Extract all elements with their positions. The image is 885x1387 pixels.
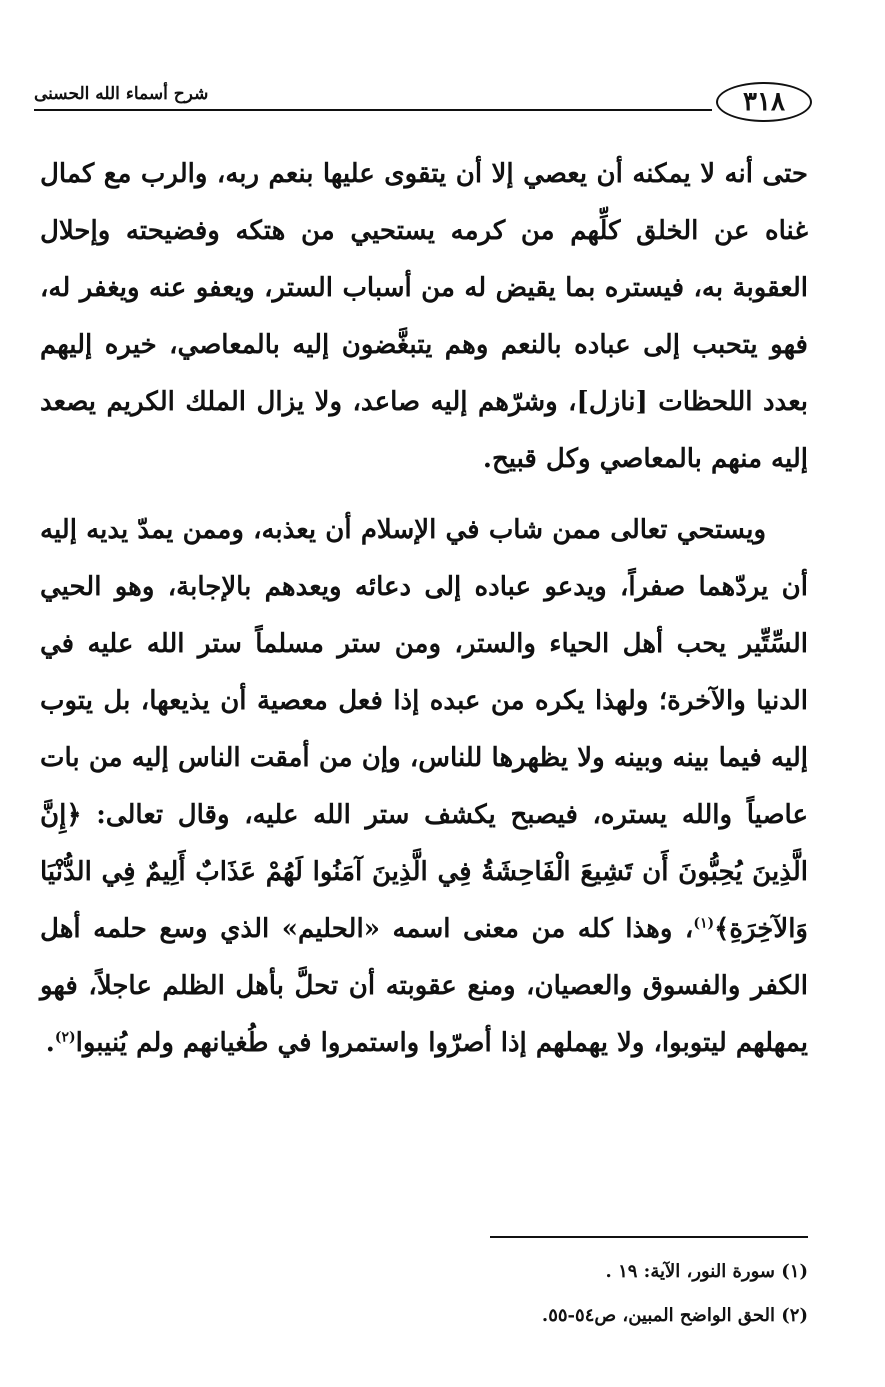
footnote-1: (١) سورة النور، الآية: ١٩ . [605,1261,808,1282]
paragraph-2-continuation: ، وهذا كله من معنى اسمه «الحليم» الذي وسع حلمه أهل الكفر والفسوق والعصيان، ومنع عقوبته أن تحلَّ بأهل الظلم عاجلاً، فهو يمهلهم ليتوبوا، ولا يهملهم إذا أصرّوا واستمروا في طُغيانهم ولم يُنيبوا [40,914,808,1058]
paragraph-1: حتى أنه لا يمكنه أن يعصي إلا أن يتقوى عليها بنعم ربه، والرب مع كمال غناه عن الخلق كلِّهم من كرمه يستحيي من هتكه وفضيحته وإحلال العقوبة به، فيستره بما يقيض له من أسباب الستر، ويعفو عنه ويغفر له، فهو يتحبب إلى عباده بالنعم وهم يتبغَّضون إليه بالمعاصي، خيره إليهم بعدد اللحظات [نازل]، وشرّهم إليه صاعد، ولا يزال الملك الكريم يصعد إليه منهم بالمعاصي وكل قبيح. [40,159,808,474]
paragraph-2 [40,502,808,1072]
footnote-separator [490,1236,808,1238]
page-number-oval [716,82,812,122]
page-number: ٣١٨ [743,87,785,117]
main-text [40,146,808,1072]
paragraph-2-end: . [45,1028,55,1058]
running-title: شرح أسماء الله الحسنى [34,84,209,104]
footnotes [340,1250,808,1338]
footnote-ref-1: (١) [693,915,715,932]
paragraph-2-text: ويستحي تعالى ممن شاب في الإسلام أن يعذبه، وممن يمدّ يديه إليه أن يردّهما صفراً، ويدعو عباده إلى دعائه ويعدهم بالإجابة، وهو الحيي السِّتِّير يحب أهل الحياء والستر، ومن ستر مسلماً ستر الله عليه في الدنيا والآخرة؛ ولهذا يكره من عبده إذا فعل معصية أن يذيعها، بل يتوب إليه فيما بينه وبينه ولا يظهرها للناس، وإن من أمقت الناس إليه من بات عاصياً والله يستره، فيصبح يكشف ستر الله عليه، وقال تعالى: [40,515,808,830]
header-rule [34,109,712,111]
page-header [34,82,812,120]
footnote-2: (٢) الحق الواضح المبين، ص٥٤-٥٥. [541,1305,808,1326]
quran-verse: ﴿إِنَّ الَّذِينَ يُحِبُّونَ أَن تَشِيعَ الْفَاحِشَةُ فِي الَّذِينَ آمَنُوا لَهُمْ عَذَابٌ أَلِيمٌ فِي الدُّنْيَا وَالآخِرَةِ﴾ [40,800,808,944]
footnote-ref-2: (٢) [54,1029,76,1046]
